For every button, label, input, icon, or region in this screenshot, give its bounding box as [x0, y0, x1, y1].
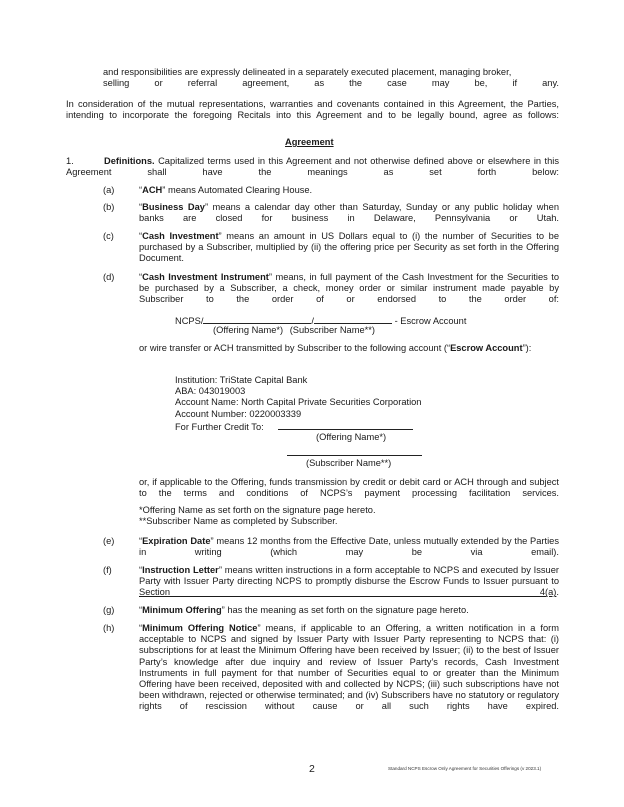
def-c-text: means an amount in US Dollars equal to (i) the number of Securities to be purchased by a Subscriber, multiplied by (ii) the offering price per Security as set forth in the Offering Document. — [139, 231, 560, 264]
payee-prefix: NCPS/ — [175, 316, 204, 326]
def-d-label: (d) — [103, 272, 115, 282]
def-g-text: has the meaning as set forth on the signature page hereto. — [224, 605, 469, 615]
def-f-text-pre: means written instructions in a form acceptable to NCPS and executed by Issuer Party with Issuer Party directing NCPS to promptly disburse the Escrow Funds to Issuer pursuant to — [139, 565, 559, 587]
payee-offering-label: (Offering Name*) — [213, 325, 284, 335]
def-h-label: (h) — [103, 623, 115, 633]
def-g-label: (g) — [103, 605, 115, 615]
subscriber-name-blank — [314, 314, 392, 324]
payee-suffix: - Escrow Account — [394, 316, 467, 326]
intro-continuation — [103, 67, 559, 101]
bank-offering-label: (Offering Name*) — [316, 432, 387, 442]
def-f: “Instruction Letter” means written instructions in a form acceptable to NCPS and executed by Issuer Party with Issuer Party directing NCPS to promptly disburse the Escrow Funds to Issuer pursuant to Section 4(a). — [139, 565, 559, 598]
card-payment-text: or, if applicable to the Offering, funds transmission by credit or debit card or ACH through and subject to the terms and conditions of NCPS’s payment processing facilitation services. — [139, 477, 559, 499]
def-c-label: (c) — [103, 231, 114, 241]
escrow-account-term: Escrow Account — [450, 343, 523, 353]
def-e-text: means 12 months from the Effective Date, unless mutually extended by the Parties in writing (which may be via email). — [139, 536, 559, 558]
payee-subscriber-label: (Subscriber Name**) — [289, 325, 375, 335]
payee-labels — [213, 325, 375, 336]
offering-name-blank — [203, 314, 311, 324]
footer-doc-title: Standard NCPS Escrow Only Agreement for Securities Offerings (v 2023.1) — [388, 766, 542, 771]
def-e-label: (e) — [103, 536, 115, 546]
section-title: Definitions. — [104, 156, 155, 166]
def-d-term: Cash Investment Instrument — [142, 272, 269, 282]
def-h-term: Minimum Offering Notice — [142, 623, 258, 633]
def-c: “Cash Investment” means an amount in US Dollars equal to (i) the number of Securities to be purchased by a Subscriber, multiplied by (ii) the offering price per Security as set forth in the Offering Document. — [139, 231, 560, 264]
bank-details — [175, 375, 421, 433]
agreement-heading: Agreement — [285, 137, 334, 147]
def-b-label: (b) — [103, 202, 115, 212]
bank-account-name: Account Name: North Capital Private Securities Corporation — [175, 397, 422, 408]
page-number: 2 — [309, 763, 315, 775]
def-g-term: Minimum Offering — [142, 605, 222, 615]
name-notes — [139, 505, 376, 527]
intro-line-1: and responsibilities are expressly delineated in a separately executed placement, managing broker, — [103, 67, 512, 77]
bank-account-number: Account Number: 0220003339 — [175, 408, 302, 419]
def-b: “Business Day” means a calendar day other than Saturday, Sunday or any public holiday when banks are closed for business in Delaware, Pennsylvania or Utah. — [139, 202, 559, 224]
def-a-text: means Automated Clearing House. — [165, 185, 313, 195]
section-text: Capitalized terms used in this Agreement and not otherwise defined above or elsewhere in this Agreement shall have the meanings as set forth below: — [66, 156, 559, 178]
def-f-text-post: . — [556, 587, 559, 598]
bank-subscriber-label: (Subscriber Name**) — [306, 458, 392, 468]
def-b-term: Business Day — [142, 202, 205, 212]
bank-aba: ABA: 043019003 — [175, 386, 246, 397]
def-f-term: Instruction Letter — [142, 565, 219, 575]
wire-text-pre: or wire transfer or ACH transmitted by Subscriber to the following account (“ — [139, 343, 451, 353]
consideration-paragraph: In consideration of the mutual representations, warranties and covenants contained in this Agreement, the Parties, intending to incorporate the foregoing Recitals into this Agreement and to be legally bound, agree as follows: — [66, 99, 559, 121]
further-credit-offering-blank — [278, 420, 413, 430]
def-a-label: (a) — [103, 185, 115, 195]
def-a-term: ACH — [142, 185, 163, 195]
def-g: “Minimum Offering” has the meaning as set forth on the signature page hereto. — [139, 605, 469, 615]
def-e-term: Expiration Date — [142, 536, 211, 546]
further-credit-label: For Further Credit To: — [175, 421, 264, 432]
def-b-text: means a calendar day other than Saturday, Sunday or any public holiday when banks are closed for business in Delaware, Pennsylvania or Utah. — [139, 202, 559, 224]
def-f-label: (f) — [103, 565, 112, 575]
section-number: 1. — [66, 156, 74, 166]
def-h-text: means, if applicable to an Offering, a written notification in a form acceptable to NCPS and signed by Issuer Party with Issuer Party representing to NCPS that: (i) subscriptions for at least the Minimum Offering have been received by Issuer; (ii) to the best of Issuer Party’s knowledge after due inquiry and review of Issuer Party’s records, Cash Investment Instruments in full payment for that number of Securities equal to or greater than the Minimum Offering have been received, deposited with and collected by NCPS; (iii) such subscriptions have not been withdrawn, rejected or otherwise terminated; and (iv) Subscribers have no statutory or regulatory rights of rescission without cause or all such rights have expired. — [139, 623, 559, 712]
def-e: “Expiration Date” means 12 months from the Effective Date, unless mutually extended by the Parties in writing (which may be via email). — [139, 536, 559, 558]
payee-slash: / — [311, 316, 315, 326]
offering-note: *Offering Name as set forth on the signature page hereto. — [139, 505, 376, 515]
intro-line-2: selling or referral agreement, as the case may be, if any. — [103, 78, 559, 89]
further-credit-subscriber-blank — [287, 446, 422, 456]
def-a: “ACH” means Automated Clearing House. — [139, 185, 313, 195]
def-d: “Cash Investment Instrument” means, in full payment of the Cash Investment for the Securities to be purchased by a Subscriber, a check, money order or similar instrument made payable by Subscriber to the order of or endorsed to the order of: — [139, 272, 559, 305]
section-4a-link[interactable]: Section 4(a) — [139, 587, 557, 598]
wire-transfer-text — [139, 343, 559, 354]
subscriber-note: **Subscriber Name as completed by Subscriber. — [139, 516, 338, 527]
bank-institution: Institution: TriState Capital Bank — [175, 375, 308, 385]
def-h: “Minimum Offering Notice” means, if applicable to an Offering, a written notification in a form acceptable to NCPS and signed by Issuer Party with Issuer Party representing to NCPS that: (i) subscriptions for at least the Minimum Offering have been received by Issuer; (ii) to the best of Issuer Party’s knowledge after due inquiry and review of Issuer Party’s records, Cash Investment Instruments in full payment for that number of Securities equal to or greater than the Minimum Offering have been received, deposited with and collected by NCPS; (iii) such subscriptions have not been withdrawn, rejected or otherwise terminated; and (iv) Subscribers have no statutory or regulatory rights of rescission without cause or all such rights have expired. — [139, 623, 559, 712]
wire-text-post: ”): — [522, 343, 532, 353]
def-d-text: means, in full payment of the Cash Investment for the Securities to be purchased by a Subscriber, a check, money order or similar instrument made payable by Subscriber to the order of or endorsed to the order of: — [139, 272, 559, 305]
def-c-term: Cash Investment — [142, 231, 219, 241]
